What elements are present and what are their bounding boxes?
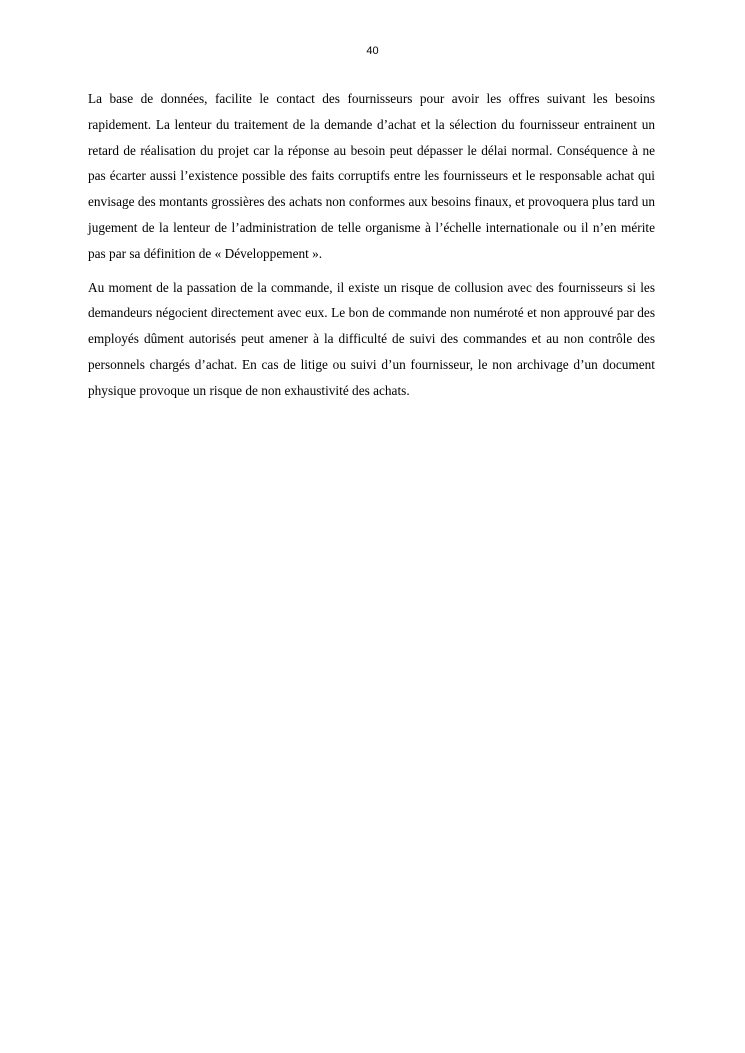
paragraph-2: Au moment de la passation de la commande, il existe un risque de collusion avec des fournisseurs si les demandeurs négocient directement avec eux. Le bon de commande non numéroté et non approuvé par des employés dûment autorisés peut amener à la difficulté de suivi des commandes et au non contrôle des personnels chargés d’achat. En cas de litige ou suivi d’un fournisseur, le non archivage d’un document physique provoque un risque de non exhaustivité des achats.: [88, 279, 655, 398]
paragraph-1: La base de données, facilite le contact des fournisseurs pour avoir les offres suivant les besoins rapidement. La lenteur du traitement de la demande d’achat et la sélection du fournisseur entrainent un retard de réalisation du projet car la réponse au besoin peut dépasser le délai normal. Conséquence à ne pas écarter aussi l’existence possible des faits corruptifs entre les fournisseurs et le responsable achat qui envisage des montants grossières des achats non conformes aux besoins finaux, et provoquera plus tard un jugement de la lenteur de l’administration de telle organisme à l’échelle internationale ou il n’en mérite pas par sa définition de « Développement ».: [88, 91, 655, 261]
body-text: [88, 86, 655, 412]
page-number: 40: [366, 45, 379, 57]
